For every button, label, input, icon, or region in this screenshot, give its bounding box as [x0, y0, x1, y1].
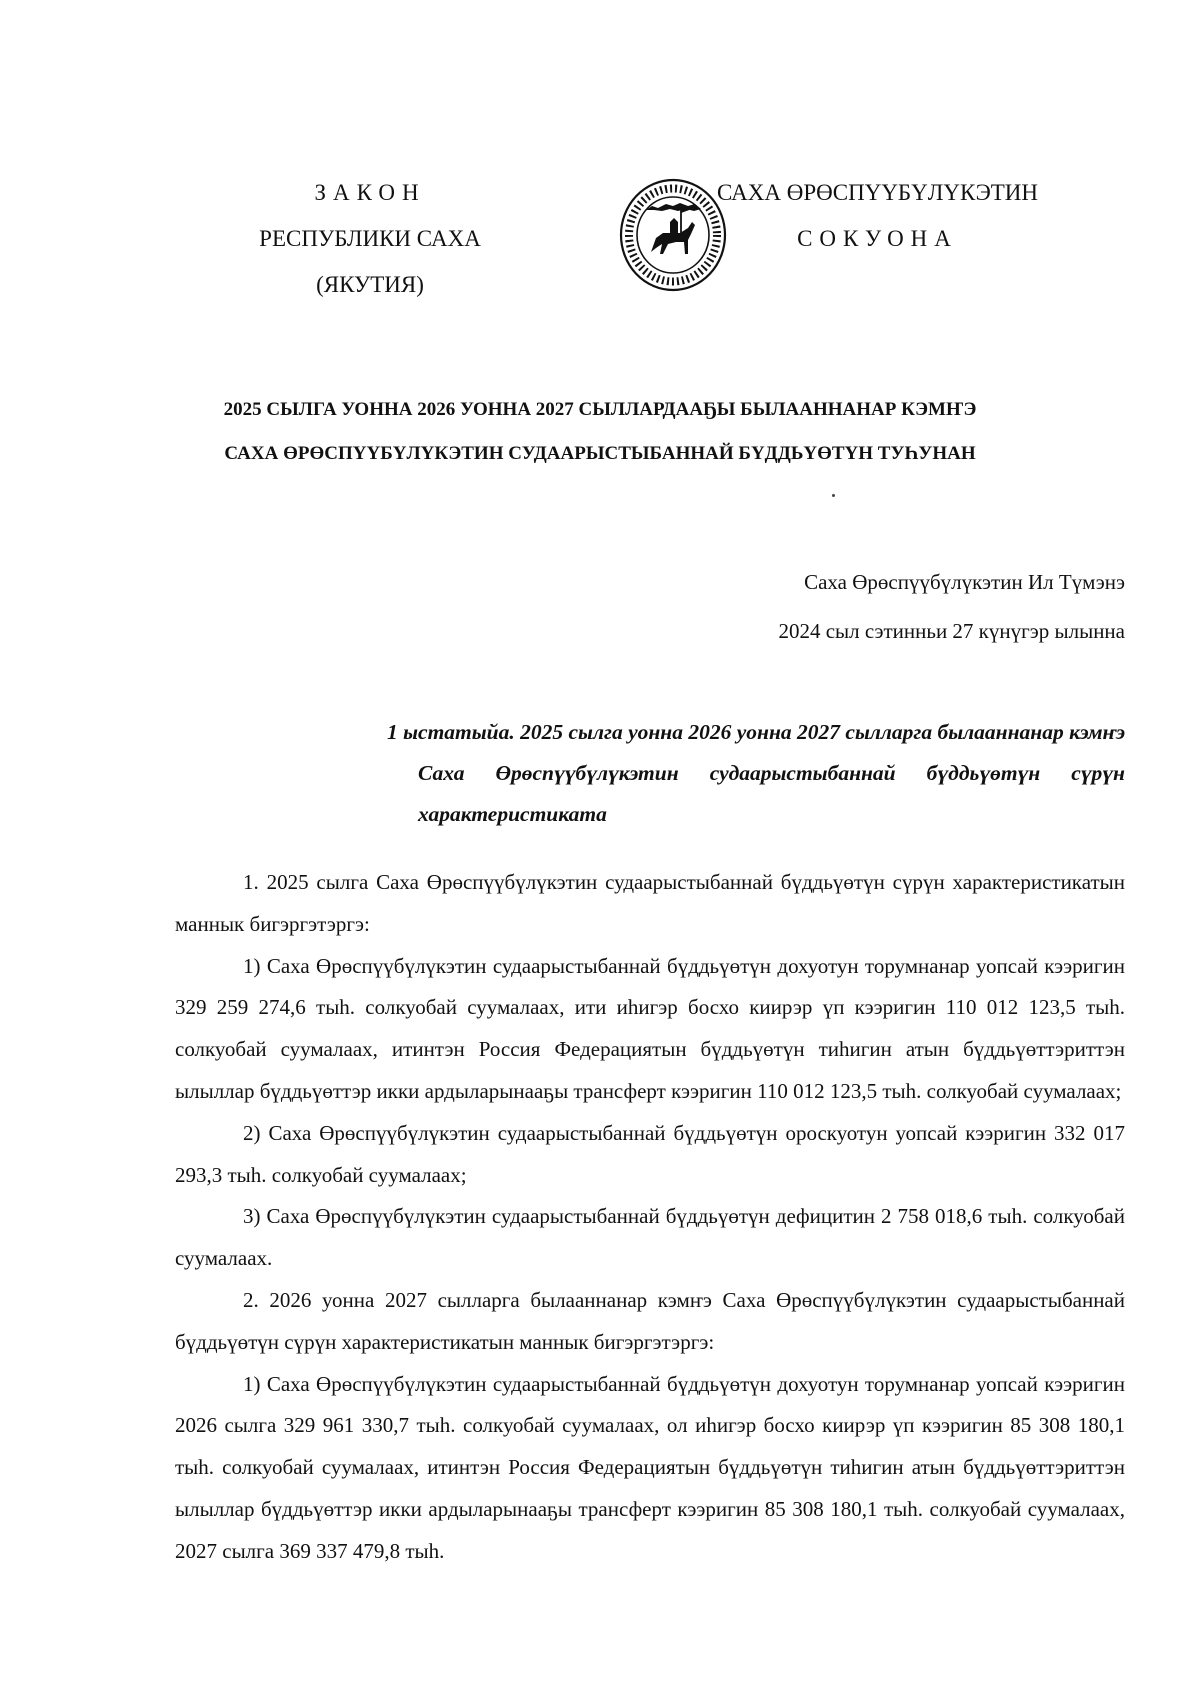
law-title: [150, 388, 1050, 476]
law-label: ЗАКОН: [314, 180, 426, 205]
paragraph: 2. 2026 уонна 2027 сылларга былааннанар кэмҥэ Саха Өрөспүүбүлүкэтин судаарыстыбаннай бүддьүөтүн сүрүн характеристикатын маннык бигэргэтэргэ:: [175, 1287, 1125, 1354]
paragraph: 3) Саха Өрөспүүбүлүкэтин судаарыстыбаннай бүддьүөтүн дефицитин 2 758 018,6 тыһ. солкуобай суумалаах.: [175, 1204, 1125, 1271]
republic-name-ru: РЕСПУБЛИКИ САХА (ЯКУТИЯ): [259, 226, 481, 297]
law-title-line2: САХА ӨРӨСПҮҮБҮЛҮКЭТИН СУДААРЫСТЫБАННАЙ БҮДДЬҮӨТҮН ТУҺУНАН: [224, 443, 976, 464]
paragraph: 1) Саха Өрөспүүбүлүкэтин судаарыстыбаннай бүддьүөтүн дохуотун торумнанар уопсай кээригин 2026 сылга 329 961 330,7 тыһ. солкуобай суумалаах, ол иһигэр босхо киирэр үп кээригин 85 308 180,1 тыһ. солкуобай суумалаах, итинтэн Россия Федерациятын бүддьүөтүн тиһигин атын бүддьүөттэриттэн ылыллар бүддьүөттэр икки ардыларынааҕы трансферт кээригин 85 308 180,1 тыһ. солкуобай суумалаах, 2027 сылга 369 337 479,8 тыһ.: [175, 1371, 1125, 1563]
adoption-body: Саха Өрөспүүбүлүкэтин Ил Түмэнэ: [804, 570, 1125, 594]
scan-speck: [832, 494, 835, 497]
paragraph: 2) Саха Өрөспүүбүлүкэтин судаарыстыбаннай бүддьүөтүн ороскуотун уопсай кээригин 332 017 293,3 тыһ. солкуобай суумалаах;: [175, 1120, 1125, 1187]
article-heading-continuation: Саха Өрөспүүбүлүкэтин судаарыстыбаннай бүддьүөтүн сүрүн характеристиката: [418, 761, 1125, 826]
adoption-block: [778, 558, 1125, 656]
law-label-sakha: СОКУОНА: [797, 226, 958, 251]
header-right-block: [705, 170, 1050, 262]
article-body: [175, 862, 1125, 1573]
paragraph: 1) Саха Өрөспүүбүлүкэтин судаарыстыбаннай бүддьүөтүн дохуотун торумнанар уопсай кээригин 329 259 274,6 тыһ. солкуобай суумалаах, ити иһигэр босхо киирэр үп кээригин 110 012 123,5 тыһ. солкуобай суумалаах, итинтэн Россия Федерациятын бүддьүөтүн тиһигин атын бүддьүөттэриттэн ылыллар бүддьүөттэр икки ардыларынааҕы трансферт кээригин 110 012 123,5 тыһ. солкуобай суумалаах;: [175, 953, 1125, 1103]
law-title-line1: 2025 СЫЛГА УОННА 2026 УОННА 2027 СЫЛЛАРДААҔЫ БЫЛААННАНАР КЭМҤЭ: [223, 399, 977, 420]
paragraph: 1. 2025 сылга Саха Өрөспүүбүлүкэтин судаарыстыбаннай бүддьүөтүн сүрүн характеристикатын маннык бигэргэтэргэ:: [175, 870, 1125, 936]
republic-name-sakha: САХА ӨРӨСПҮҮБҮЛҮКЭТИН: [716, 180, 1039, 205]
article-heading-line1: 1 ыстатыйа. 2025 сылга уонна 2026 уонна 2027 сылларга былааннанар кэмҥэ: [386, 720, 1125, 744]
article-heading: [175, 712, 1125, 835]
header-left-block: [205, 170, 535, 308]
adoption-date: 2024 сыл сэтинньи 27 күнүгэр ылынна: [778, 619, 1125, 643]
